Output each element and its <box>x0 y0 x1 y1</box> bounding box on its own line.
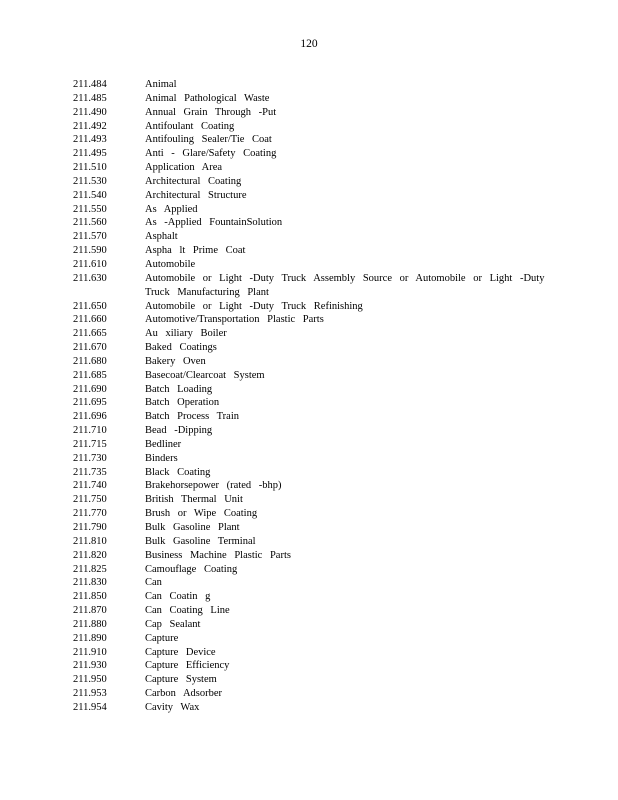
definition-row <box>73 452 553 466</box>
defined-term: Basecoat/Clearcoat System <box>145 369 265 381</box>
definition-row <box>73 189 553 203</box>
defined-term: British Thermal Unit <box>145 494 243 506</box>
section-number: 211.710 <box>73 425 107 437</box>
defined-term: As -Applied FountainSolution <box>145 217 283 229</box>
definition-row <box>73 673 553 687</box>
definition-row <box>73 507 553 521</box>
defined-term: Capture Efficiency <box>145 660 230 672</box>
section-number: 211.650 <box>73 300 107 312</box>
section-number: 211.570 <box>73 231 107 243</box>
defined-term: Antifouling Sealer/Tie Coat <box>145 134 272 146</box>
definition-row <box>73 313 553 327</box>
definition-row <box>73 466 553 480</box>
defined-term: Capture System <box>145 674 217 686</box>
definition-row <box>73 78 553 92</box>
section-number: 211.950 <box>73 674 107 686</box>
section-number: 211.830 <box>73 577 107 589</box>
defined-term: Camouflage Coating <box>145 563 238 575</box>
definition-row <box>73 244 553 258</box>
definition-row <box>73 604 553 618</box>
section-number: 211.490 <box>73 106 107 118</box>
defined-term: Bulk Gasoline Terminal <box>145 535 256 547</box>
defined-term: Carbon Adsorber <box>145 688 223 700</box>
definition-row <box>73 563 553 577</box>
section-number: 211.750 <box>73 494 107 506</box>
definition-row <box>73 106 553 120</box>
defined-term: Batch Operation <box>145 397 220 409</box>
defined-term: Brakehorsepower (rated -bhp) <box>145 480 282 492</box>
section-number: 211.560 <box>73 217 107 229</box>
definition-row <box>73 341 553 355</box>
defined-term: Binders <box>145 452 178 464</box>
defined-term: Capture Device <box>145 646 216 658</box>
defined-term: Automobile or Light -Duty Truck Refinishing <box>145 300 363 312</box>
defined-term: Au xiliary Boiler <box>145 328 227 340</box>
defined-term: Automotive/Transportation Plastic Parts <box>145 314 324 326</box>
definition-row <box>73 258 553 272</box>
definition-row <box>73 479 553 493</box>
section-number: 211.910 <box>73 646 107 658</box>
definition-row <box>73 147 553 161</box>
section-number: 211.790 <box>73 522 107 533</box>
definition-row <box>73 396 553 410</box>
section-number: 211.954 <box>73 701 107 713</box>
section-number: 211.493 <box>73 134 107 146</box>
defined-term: Can Coating Line <box>145 605 230 617</box>
defined-term: Cavity Wax <box>145 701 200 713</box>
definition-row <box>73 410 553 424</box>
definition-row <box>73 300 553 314</box>
defined-term: Can Coatin g <box>145 591 211 603</box>
section-number: 211.540 <box>73 189 107 201</box>
section-number: 211.495 <box>73 148 107 160</box>
definition-row <box>73 203 553 217</box>
defined-term: Aspha lt Prime Coat <box>145 245 246 257</box>
section-number: 211.735 <box>73 466 107 478</box>
section-number: 211.550 <box>73 203 107 215</box>
defined-term: Application Area <box>145 162 223 174</box>
section-number: 211.685 <box>73 369 107 381</box>
definition-row <box>73 535 553 549</box>
page-number: 120 <box>300 38 318 50</box>
definition-row <box>73 230 553 244</box>
defined-term: Business Machine Plastic Parts <box>145 549 291 561</box>
defined-term: Batch Loading <box>145 383 213 395</box>
definition-row <box>73 646 553 660</box>
definition-row <box>73 687 553 701</box>
section-number: 211.850 <box>73 591 107 603</box>
section-number: 211.530 <box>73 175 107 187</box>
defined-term: Brush or Wipe Coating <box>145 508 258 520</box>
defined-term: Bulk Gasoline Plant <box>145 522 240 533</box>
section-number: 211.484 <box>73 79 107 90</box>
defined-term: Architectural Coating <box>145 175 242 187</box>
defined-term: Asphalt <box>145 231 178 243</box>
section-number: 211.485 <box>73 92 107 104</box>
definition-row <box>73 424 553 438</box>
section-number: 211.740 <box>73 480 107 492</box>
definition-row <box>73 120 553 134</box>
definition-row <box>73 521 553 535</box>
definition-row <box>73 493 553 507</box>
defined-term: Cap Sealant <box>145 618 201 630</box>
section-number: 211.696 <box>73 411 107 423</box>
definition-row <box>73 438 553 452</box>
defined-term: Antifoulant Coating <box>145 120 235 132</box>
section-number: 211.730 <box>73 452 107 464</box>
defined-term: Capture <box>145 632 179 644</box>
definition-row <box>73 272 553 300</box>
defined-term: Bead -Dipping <box>145 425 213 437</box>
section-number: 211.695 <box>73 397 107 409</box>
section-number: 211.930 <box>73 660 107 672</box>
section-number: 211.680 <box>73 355 107 367</box>
definition-row <box>73 701 553 715</box>
definition-row <box>73 549 553 563</box>
definition-row <box>73 327 553 341</box>
section-number: 211.660 <box>73 314 107 326</box>
definition-row <box>73 216 553 230</box>
section-number: 211.510 <box>73 162 107 174</box>
defined-term: Automobile or Light -Duty Truck Assembly Source or Automobile or Light -Duty Truck Manufacturing Plant <box>145 272 545 298</box>
section-number: 211.770 <box>73 508 107 520</box>
section-number: 211.630 <box>73 272 107 284</box>
definition-row <box>73 590 553 604</box>
section-number: 211.665 <box>73 328 107 340</box>
section-number: 211.810 <box>73 535 107 547</box>
section-number: 211.670 <box>73 342 107 354</box>
section-number: 211.690 <box>73 383 107 395</box>
defined-term: Bedliner <box>145 438 182 450</box>
section-number: 211.590 <box>73 245 107 257</box>
defined-term: Can <box>145 577 162 589</box>
defined-term: Annual Grain Through -Put <box>145 106 277 118</box>
section-number: 211.610 <box>73 258 107 270</box>
defined-term: Animal <box>145 79 177 90</box>
section-number: 211.890 <box>73 632 107 644</box>
defined-term: As Applied <box>145 203 198 215</box>
section-number: 211.715 <box>73 438 107 450</box>
definition-row <box>73 618 553 632</box>
definition-row <box>73 133 553 147</box>
defined-term: Black Coating <box>145 466 211 478</box>
definition-row <box>73 369 553 383</box>
definition-row <box>73 355 553 369</box>
defined-term: Baked Coatings <box>145 342 217 354</box>
definition-row <box>73 161 553 175</box>
section-number: 211.880 <box>73 618 107 630</box>
definition-row <box>73 383 553 397</box>
definition-row <box>73 175 553 189</box>
defined-term: Animal Pathological Waste <box>145 92 270 104</box>
section-number: 211.870 <box>73 605 107 617</box>
definition-row <box>73 92 553 106</box>
defined-term: Anti - Glare/Safety Coating <box>145 148 277 160</box>
defined-term: Batch Process Train <box>145 411 239 423</box>
defined-term: Architectural Structure <box>145 189 247 201</box>
definition-row <box>73 659 553 673</box>
definition-row <box>73 576 553 590</box>
defined-term: Automobile <box>145 258 196 270</box>
definition-row <box>73 632 553 646</box>
defined-term: Bakery Oven <box>145 355 206 367</box>
section-number: 211.820 <box>73 549 107 561</box>
section-number: 211.953 <box>73 688 107 700</box>
section-number: 211.825 <box>73 563 107 575</box>
section-number: 211.492 <box>73 120 107 132</box>
definitions-list <box>73 78 553 715</box>
